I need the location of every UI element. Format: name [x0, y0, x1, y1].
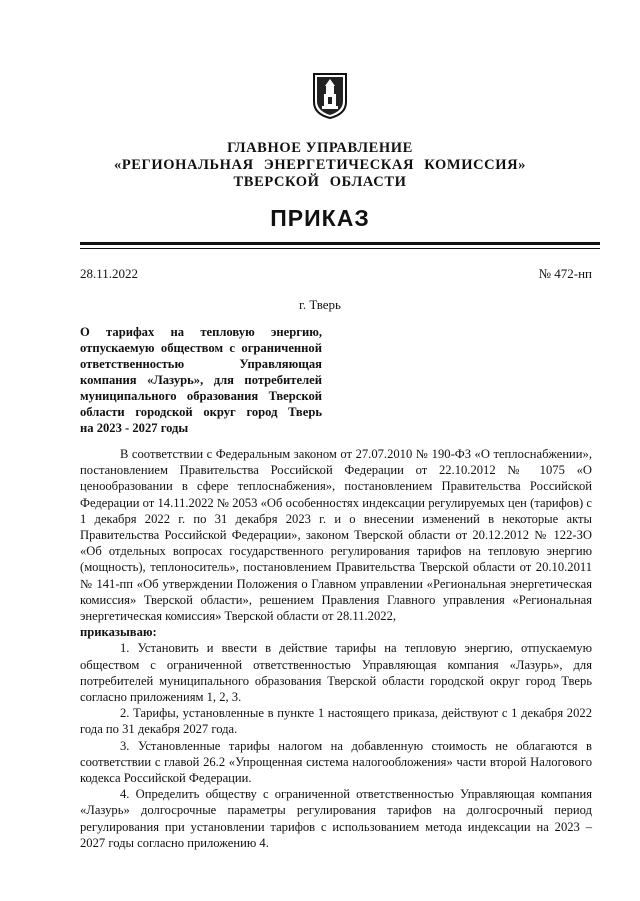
subject-line: ответственностью Управляющая	[80, 357, 322, 371]
order-item-1: 1. Установить и ввести в действие тарифы на тепловую энергию, отпускаемую обществом с ограниченной ответственностью Управляющая компания «Лазурь», для потребителей муниципального образования Тверской области городской округ город Тверь согласно приложениям 1, 2, 3.	[80, 641, 592, 705]
subject-line: на 2023 - 2027 годы	[80, 421, 189, 435]
subject-line: компания «Лазурь», для потребителей	[80, 373, 322, 387]
document-body	[80, 446, 592, 851]
document-type-title: ПРИКАЗ	[270, 205, 370, 231]
order-word: приказываю:	[80, 625, 157, 640]
preamble-paragraph: В соответствии с Федеральным законом от 27.07.2010 № 190-ФЗ «О теплоснабжении», постановлением Правительства Российской Федерации от 22.10.2012 № 1075 «О ценообразовании в сфере теплоснабжения», постановлением Правительства Российской Федерации от 14.11.2022 № 2053 «Об особенностях индексации регулируемых цен (тарифов) с 1 декабря 2022 г. по 31 декабря 2023 г. и о внесении изменений в некоторые акты Правительства Российской Федерации», законом Тверской области от 20.12.2012 № 122-ЗО «Об отдельных вопросах государственного регулирования тарифов на тепловую энергию (мощность), теплоноситель», постановлением Правительства Тверской области от 20.10.2011 № 141-пп «Об утверждении Положения о Главном управлении «Региональная энергетическая комиссия» Тверской области», решением Правления Главного управления «Региональная энергетическая комиссия» Тверской области от 28.11.2022,	[80, 447, 592, 624]
document-city: г. Тверь	[299, 297, 341, 312]
order-item-3: 3. Установленные тарифы налогом на добавленную стоимость не облагаются в соответствии с главой 26.2 «Упрощенная система налогообложения» части второй Налогового кодекса Российской Федерации.	[80, 738, 592, 786]
header-divider-thin	[80, 248, 600, 249]
header-line-1: ГЛАВНОЕ УПРАВЛЕНИЕ	[227, 140, 413, 156]
subject-line: отпускаемую обществом с ограниченной	[80, 341, 322, 355]
header-line-2: «РЕГИОНАЛЬНАЯ ЭНЕРГЕТИЧЕСКАЯ КОМИССИЯ»	[113, 157, 527, 173]
document-number: № 472-нп	[538, 266, 592, 281]
coat-of-arms-icon	[312, 72, 348, 120]
subject-line: О тарифах на тепловую энергию,	[80, 325, 322, 339]
subject-line: области городской округ город Тверь	[80, 405, 322, 419]
subject-line: муниципального образования Тверской	[80, 389, 322, 403]
order-item-4: 4. Определить обществу с ограниченной ответственностью Управляющая компания «Лазурь» долгосрочные параметры регулирования тарифов на долгосрочный период регулирования при установлении тарифов с использованием метода индексации на 2023 – 2027 годы согласно приложению 4.	[80, 787, 592, 850]
document-subject	[80, 324, 322, 436]
header-divider-thick	[80, 242, 600, 245]
order-item-2: 2. Тарифы, установленные в пункте 1 настоящего приказа, действуют с 1 декабря 2022 года по 31 декабря 2027 года.	[80, 706, 592, 737]
document-date: 28.11.2022	[80, 266, 139, 281]
header-line-3: ТВЕРСКОЙ ОБЛАСТИ	[233, 174, 407, 190]
